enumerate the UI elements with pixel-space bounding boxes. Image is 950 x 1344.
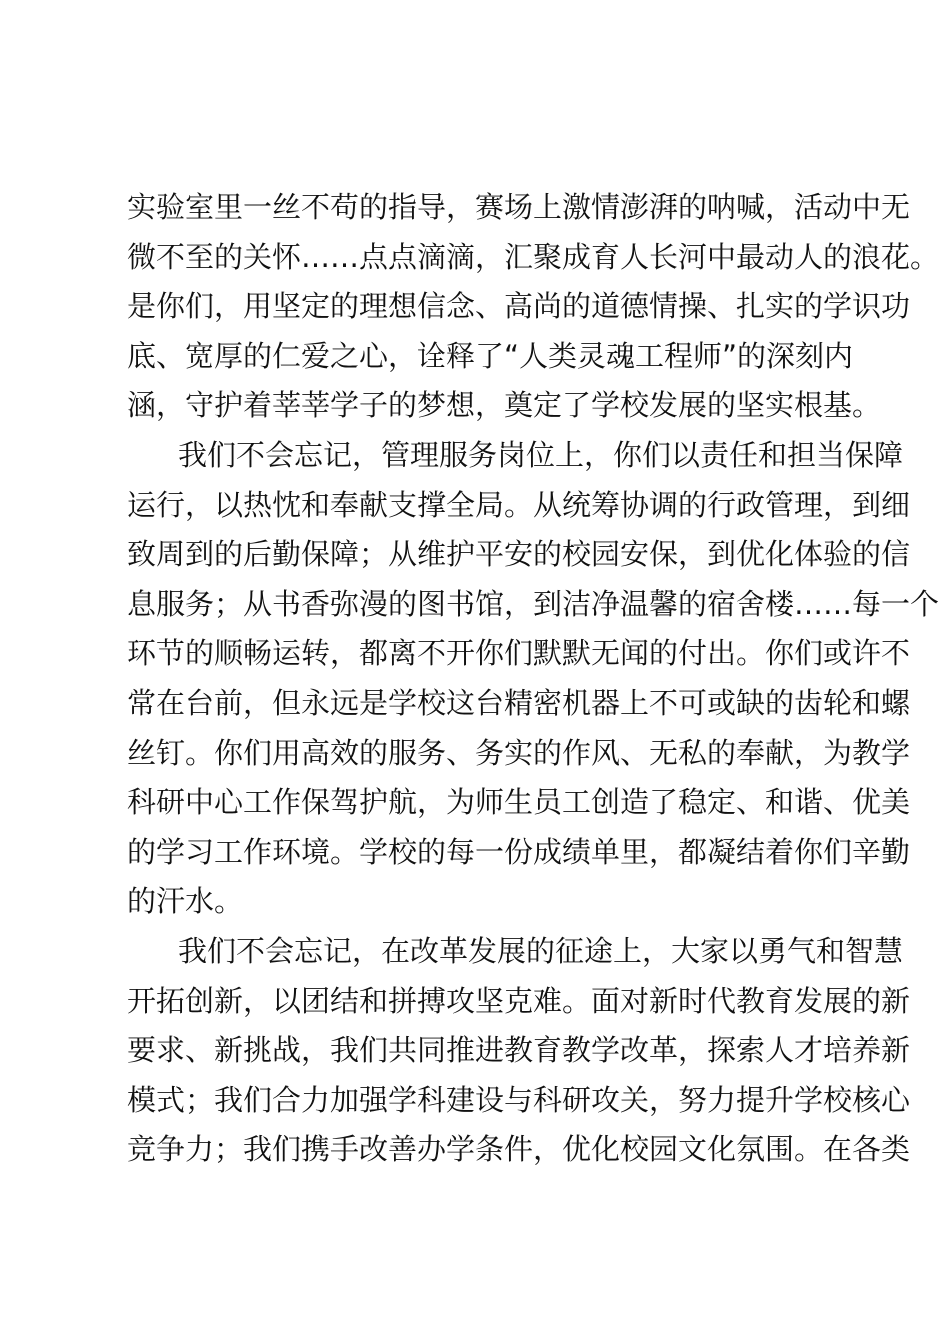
text-line: 开拓创新，以团结和拼搏攻坚克难。面对新时代教育发展的新: [127, 983, 911, 1018]
text-line: 底、宽厚的仁爱之心，诠释了“人类灵魂工程师”的深刻内: [127, 338, 854, 373]
text-line: 科研中心工作保驾护航，为师生员工创造了稳定、和谐、优美: [127, 785, 911, 820]
paragraph-2: [127, 431, 940, 927]
text-line: 环节的顺畅运转，都离不开你们默默无闻的付出。你们或许不: [127, 636, 911, 671]
paragraph-3: [127, 927, 911, 1175]
text-line: 实验室里一丝不苟的指导，赛场上激情澎湃的呐喊，活动中无: [127, 190, 911, 224]
text-line: 涵，守护着莘莘学子的梦想，奠定了学校发展的坚实根基。: [127, 388, 882, 423]
text-line: 是你们，用坚定的理想信念、高尚的道德情操、扎实的学识功: [127, 289, 911, 324]
text-line: 运行，以热忱和奉献支撑全局。从统筹协调的行政管理，到细: [127, 487, 911, 522]
text-line: 的汗水。: [127, 884, 244, 919]
text-line: 致周到的后勤保障；从维护平安的校园安保，到优化体验的信: [127, 537, 911, 572]
text-line: 模式；我们合力加强学科建设与科研攻关，努力提升学校核心: [127, 1082, 911, 1117]
text-line: 竞争力；我们携手改善办学条件，优化校园文化氛围。在各类: [127, 1132, 911, 1167]
text-line: 的学习工作环境。学校的每一份成绩单里，都凝结着你们辛勤: [127, 834, 911, 869]
text-line: 丝钉。你们用高效的服务、务实的作风、无私的奉献，为教学: [127, 735, 911, 770]
document-page: [127, 183, 940, 1175]
text-line: 息服务；从书香弥漫的图书馆，到洁净温馨的宿舍楼……每一个: [127, 586, 940, 621]
text-line: 要求、新挑战，我们共同推进教育教学改革，探索人才培养新: [127, 1033, 911, 1068]
text-line: 常在台前，但永远是学校这台精密机器上不可或缺的齿轮和螺: [127, 685, 911, 720]
paragraph-1: [127, 183, 940, 431]
text-line: 微不至的关怀……点点滴滴，汇聚成育人长河中最动人的浪花。: [127, 239, 940, 274]
text-line: 我们不会忘记，在改革发展的征途上，大家以勇气和智慧: [178, 933, 904, 968]
text-line: 我们不会忘记，管理服务岗位上，你们以责任和担当保障: [178, 437, 904, 472]
